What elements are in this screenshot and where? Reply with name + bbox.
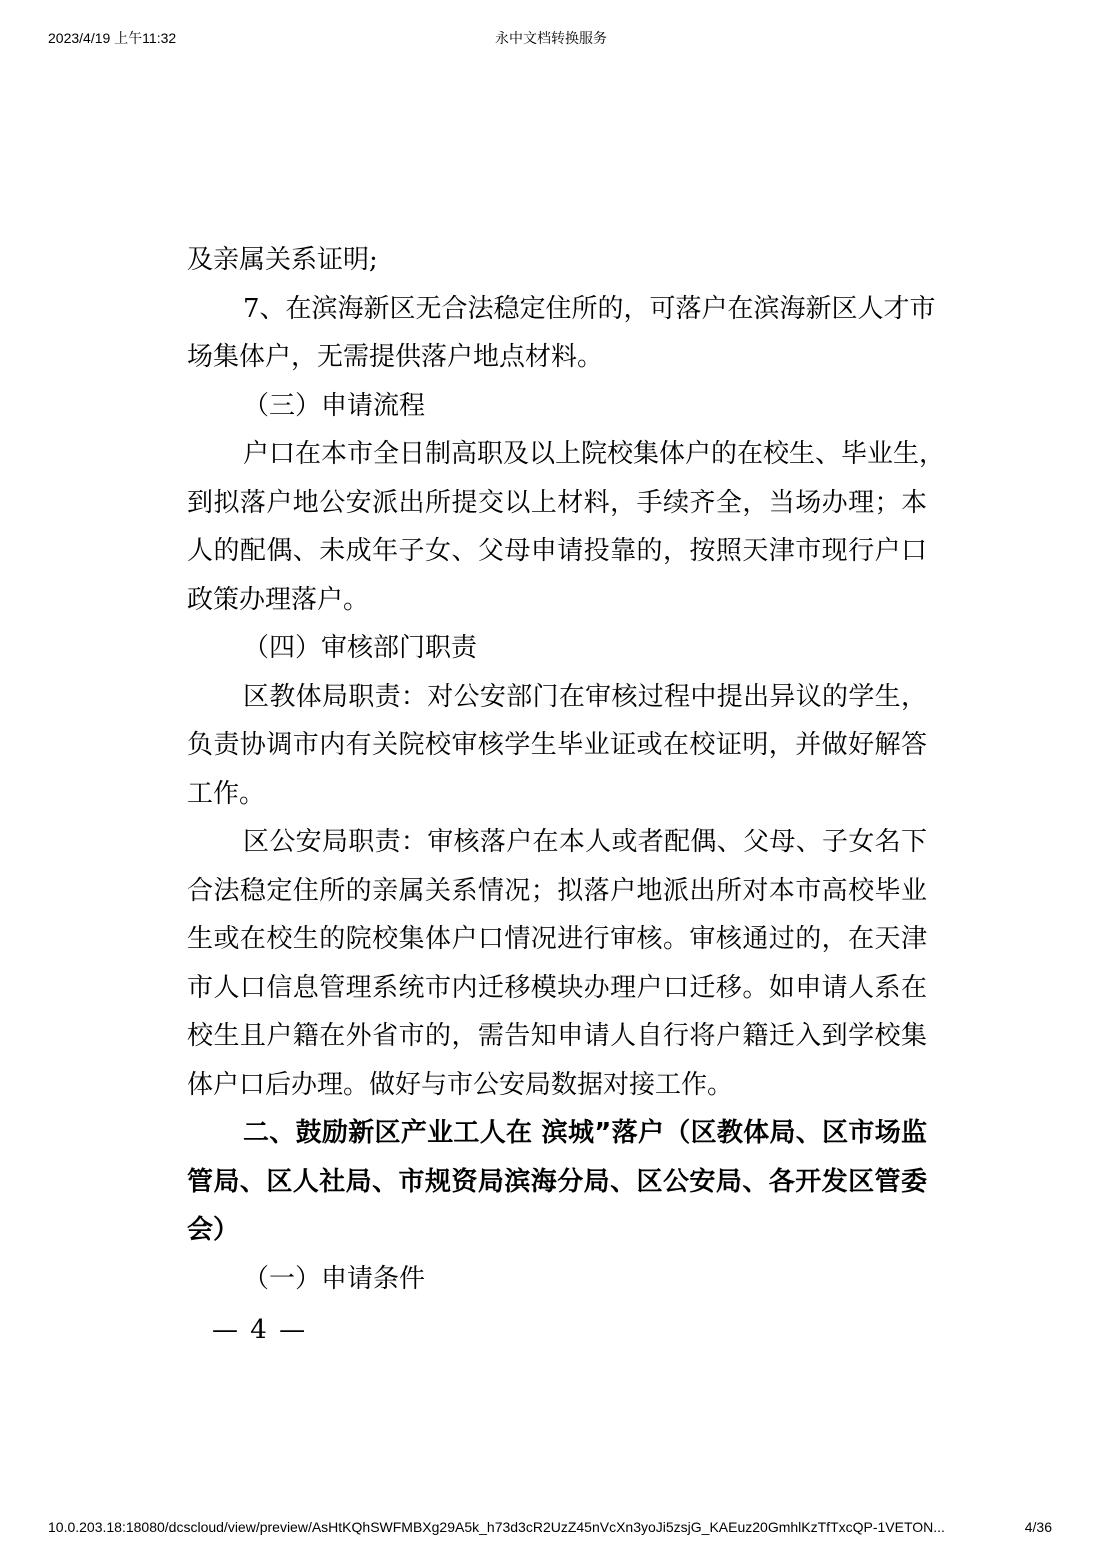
chapter-heading: 管局、区人社局、市规资局滨海分局、区公安局、各开发区管委: [187, 1166, 927, 1197]
text-line: 7、在滨海新区无合法稳定住所的，可落户在滨海新区人才市: [243, 293, 936, 324]
print-footer: [0, 1519, 1102, 1541]
text-line: 到拟落户地公安派出所提交以上材料，手续齐全，当场办理；本: [187, 487, 927, 518]
print-datetime: 2023/4/19 上午11:32: [48, 30, 177, 46]
section-heading: （四）审核部门职责: [243, 633, 478, 663]
text-line: 负责协调市内有关院校审核学生毕业证或在校证明，并做好解答: [187, 730, 927, 760]
text-line: 人的配偶、未成年子女、父母申请投靠的，按照天津市现行户口: [187, 536, 927, 566]
print-header: [0, 28, 1102, 50]
text-line: 区教体局职责：对公安部门在审核过程中提出异议的学生，: [243, 681, 927, 712]
text-line: 及亲属关系证明;: [187, 245, 378, 275]
section-heading: （一）申请条件: [243, 1263, 426, 1294]
text-line: 政策办理落户。: [187, 584, 370, 615]
print-page-count: 4/36: [1024, 1519, 1052, 1535]
text-line: 合法稳定住所的亲属关系情况；拟落户地派出所对本市高校毕业: [187, 875, 927, 906]
page-number: — 4 —: [212, 1315, 308, 1345]
text-line: 区公安局职责：审核落户在本人或者配偶、父母、子女名下: [243, 827, 927, 857]
text-line: 校生且户籍在外省市的，需告知申请人自行将户籍迁入到学校集: [187, 1021, 927, 1051]
document-body: [187, 236, 946, 1303]
text-line: 工作。: [187, 778, 266, 809]
chapter-heading: 会）: [187, 1215, 240, 1245]
section-heading: （三）申请流程: [243, 390, 426, 421]
text-line: 生或在校生的院校集体户口情况进行审核。审核通过的，在天津: [187, 924, 927, 954]
text-line: 体户口后办理。做好与市公安局数据对接工作。: [187, 1069, 734, 1100]
text-line: 市人口信息管理系统市内迁移模块办理户口迁移。如申请人系在: [187, 972, 927, 1003]
print-title: 永中文档转换服务: [495, 30, 607, 46]
text-line: 场集体户，无需提供落户地点材料。: [187, 342, 604, 372]
chapter-heading: 二、鼓励新区产业工人在 滨城”落户（区教体局、区市场监: [243, 1118, 927, 1148]
print-url: 10.0.203.18:18080/dcscloud/view/preview/AsHtKQhSWFMBXg29A5k_h73d3cR2UzZ45nVcXn3yoJi5zsjG_KAEuz20GmhlKzTfTxcQP-1VETON...: [48, 1519, 945, 1535]
text-line: 户口在本市全日制高职及以上院校集体户的在校生、毕业生，: [243, 439, 946, 469]
